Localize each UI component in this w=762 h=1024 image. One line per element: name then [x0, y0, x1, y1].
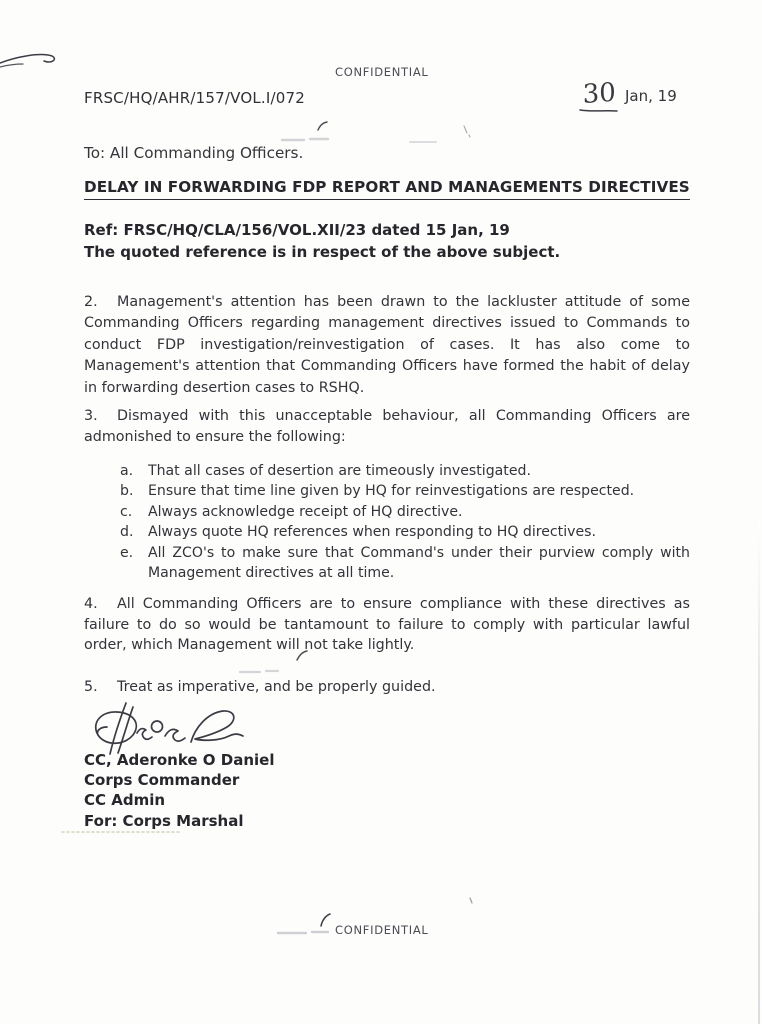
- reference-number: FRSC/HQ/AHR/157/VOL.I/072: [84, 89, 305, 107]
- paragraph-3-text: Dismayed with this unacceptable behaviour, all Commanding Officers are admonished to ensure the following:: [84, 408, 690, 445]
- paragraph-5: [84, 677, 690, 698]
- directive-list: [120, 461, 690, 583]
- list-item-a-letter: a.: [120, 463, 134, 479]
- pen-underline-date: [580, 110, 617, 111]
- signature-stroke-1: [110, 703, 126, 754]
- paragraph-4: [84, 594, 690, 656]
- addressee-line: To: All Commanding Officers.: [84, 144, 304, 162]
- list-item-a-text: That all cases of desertion are timeously investigated.: [148, 463, 531, 479]
- signatory-name: CC, Aderonke O Daniel: [84, 751, 275, 769]
- paragraph-3-number: 3.: [84, 408, 98, 424]
- list-item-b: [120, 481, 690, 501]
- list-item-d-text: Always quote HQ references when responding to HQ directives.: [148, 524, 596, 541]
- signature-end-loop: [191, 711, 243, 742]
- list-item-e-text: All ZCO's to make sure that Command's under their purview comply with Management directives at all time.: [148, 544, 690, 582]
- signatory-rank: Corps Commander: [84, 771, 240, 790]
- typed-date: Jan, 19: [625, 87, 677, 105]
- scanner-smudge-bottom: [278, 932, 328, 933]
- signatory-office: CC Admin: [84, 791, 166, 810]
- subject-title-text: DELAY IN FORWARDING FDP REPORT AND MANAGEMENTS DIRECTIVES: [84, 178, 690, 200]
- ref-citation-subline: The quoted reference is in respect of the above subject.: [84, 243, 561, 261]
- paragraph-3: [84, 406, 690, 448]
- handwritten-date-day: 30: [582, 77, 617, 110]
- confidential-stamp-bottom: CONFIDENTIAL: [335, 923, 429, 937]
- paragraph-2: [84, 292, 690, 399]
- pen-tick-bottom: [321, 914, 330, 926]
- list-item-e-letter: e.: [120, 544, 134, 561]
- list-item-c: [120, 502, 690, 522]
- signature-mid-loop: [165, 729, 185, 741]
- paragraph-5-number: 5.: [84, 679, 98, 695]
- list-item-a: [120, 461, 690, 481]
- signature-block: [84, 750, 275, 831]
- paragraph-5-text: Treat as imperative, and be properly guided.: [117, 679, 436, 695]
- confidential-stamp-top: CONFIDENTIAL: [335, 65, 429, 79]
- scanner-smudge-top: [282, 139, 328, 140]
- ref-citation-line: Ref: FRSC/HQ/CLA/156/VOL.XII/23 dated 15 Jan, 19: [84, 221, 510, 239]
- list-item-c-text: Always acknowledge receipt of HQ directive.: [148, 503, 463, 520]
- signatory-for-line: For: Corps Marshal: [84, 811, 244, 830]
- list-item-c-letter: c.: [120, 503, 133, 520]
- list-item-d-letter: d.: [120, 524, 134, 541]
- faint-speck-lower: [470, 898, 472, 903]
- pen-mark-left-margin-2: [0, 64, 23, 67]
- paragraph-2-number: 2.: [84, 294, 98, 310]
- paragraph-2-text: Management's attention has been drawn to the lackluster attitude of some Commanding Officers regarding management directives issued to Commands to conduct FDP investigation/reinvestigation of cases. It has also come to Management's attention that Commanding Officers have formed the habit of delay in forwarding desertion cases to RSHQ.: [84, 294, 690, 396]
- paragraph-4-number: 4.: [84, 596, 98, 612]
- scan-edge-shadow: [758, 520, 760, 1024]
- faint-mark-above-to-line: [464, 126, 470, 137]
- list-item-b-text: Ensure that time line given by HQ for reinvestigations are respected.: [148, 483, 635, 500]
- scanner-smudge-mid: [240, 671, 278, 672]
- signature-small-circle: [152, 721, 163, 732]
- signature-small-loops: [137, 729, 152, 740]
- list-item-e: [120, 543, 690, 584]
- list-item-b-letter: b.: [120, 483, 134, 500]
- pen-mark-left-margin: [0, 55, 54, 63]
- list-item-d: [120, 522, 690, 542]
- paragraph-4-text: All Commanding Officers are to ensure compliance with these directives as failure to do so would be tantamount to failure to comply with particular lawful order, which Management will not take lightly.: [84, 596, 690, 654]
- pen-tick-above-to-line: [318, 122, 327, 130]
- subject-title: [84, 178, 690, 196]
